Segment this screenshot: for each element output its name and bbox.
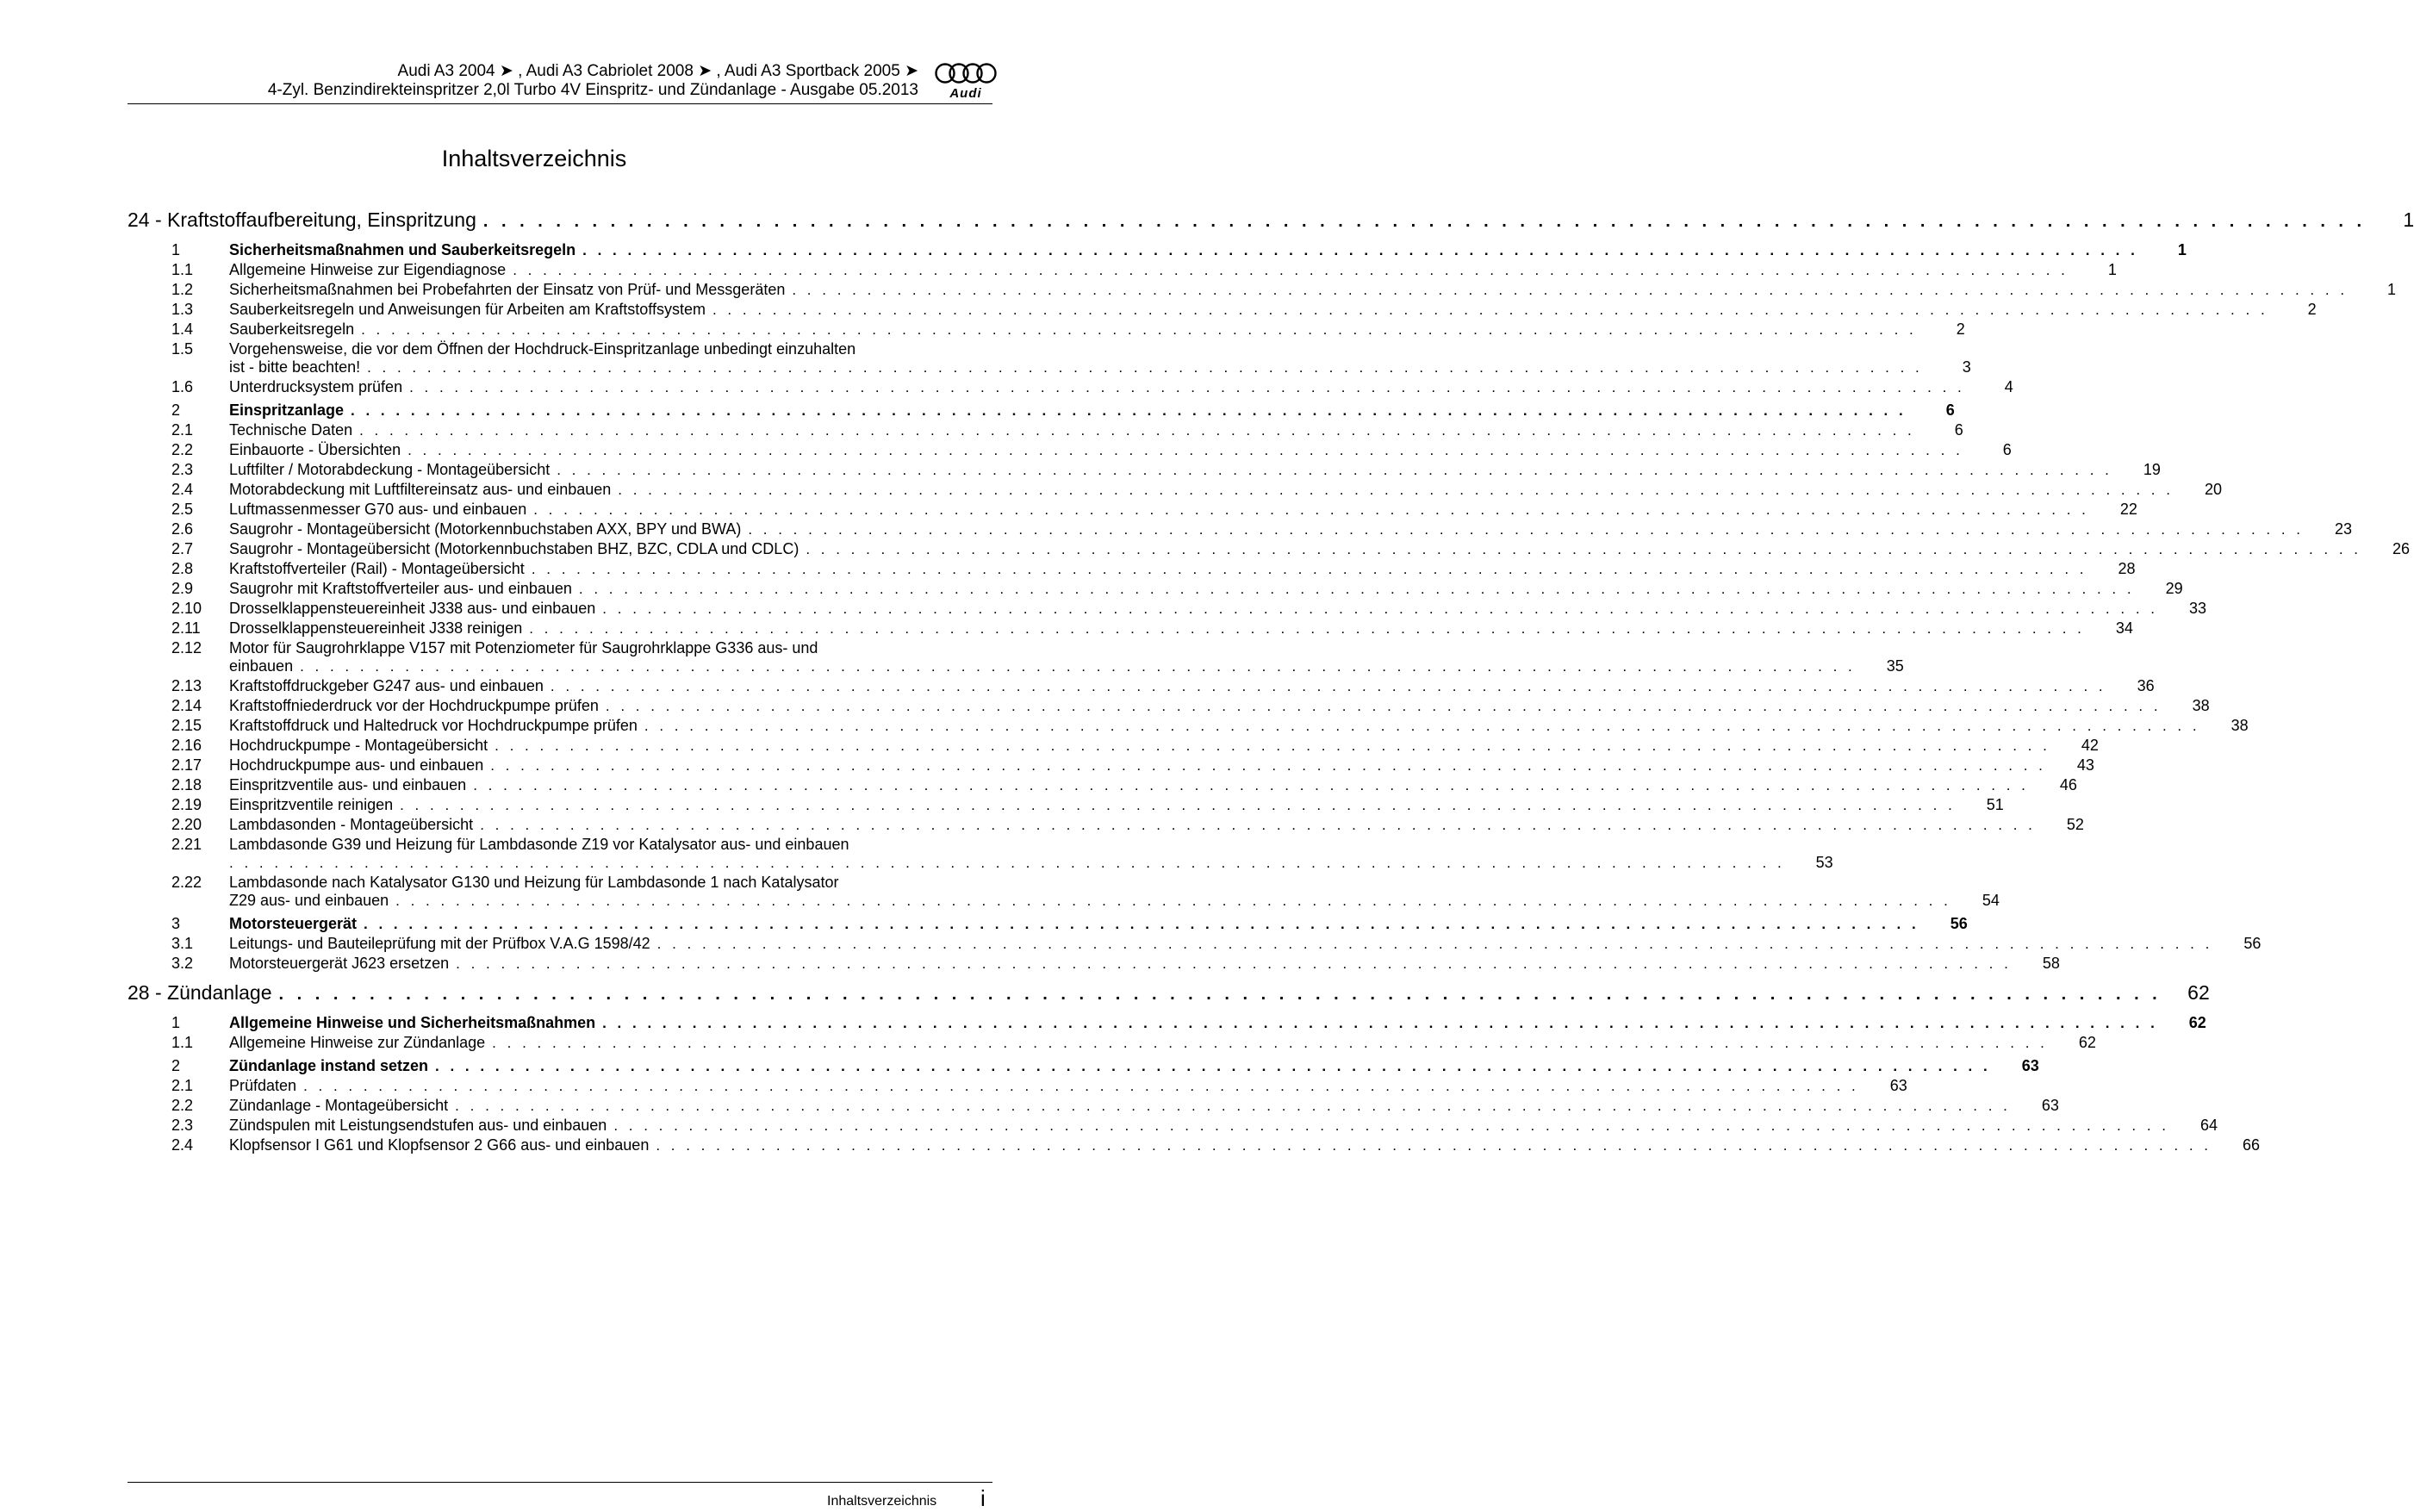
toc-subsection-link[interactable] [171, 816, 2084, 834]
dot-leader [532, 560, 2093, 578]
subsection-title: Sauberkeitsregeln [229, 320, 355, 338]
dot-leader [229, 854, 1790, 872]
dot-leader [557, 461, 2118, 479]
dot-leader [480, 816, 2041, 834]
dot-leader [492, 1034, 2053, 1052]
subsection-number: 1.5 [171, 340, 194, 358]
subsection-number: 1.3 [171, 301, 194, 318]
toc-chapter [128, 981, 2261, 1154]
footer-page-number: i [980, 1485, 986, 1511]
dot-leader [300, 657, 1861, 675]
audi-rings-icon [934, 62, 998, 84]
toc-subsection-link[interactable] [171, 756, 2094, 775]
subsection-title: Unterdrucksystem prüfen [229, 378, 403, 395]
subsection-page-number: 63 [2041, 1097, 2059, 1114]
subsection-page-number: 35 [1886, 657, 1904, 675]
dot-leader [748, 520, 2309, 538]
subsection-page-number: 2 [2307, 301, 2317, 318]
section-page-number: 56 [1950, 915, 1968, 932]
toc-subsection-link[interactable] [171, 677, 2155, 695]
subsection-title: Saugrohr mit Kraftstoffverteiler aus- und einbauen [229, 580, 572, 597]
section-title: Allgemeine Hinweise und Sicherheitsmaßnahmen [229, 1014, 596, 1031]
toc-subsection-link[interactable] [171, 776, 2077, 794]
header-models: Audi A3 2004 ➤ , Audi A3 Cabriolet 2008 ➤ , Audi A3 Sportback 2005 ➤ [397, 62, 918, 80]
subsection-title: Sauberkeitsregeln und Anweisungen für Arbeiten am Kraftstoffsystem [229, 301, 706, 318]
subsection-page-number: 66 [2243, 1136, 2261, 1154]
toc-subsection-link[interactable] [171, 441, 2012, 459]
subsection-page-number: 64 [2199, 1117, 2218, 1134]
toc-subsection-link[interactable] [171, 796, 2004, 814]
subsection-page-number: 22 [2119, 501, 2137, 518]
subsection-number: 2.12 [171, 639, 202, 656]
subsection-number: 2.21 [171, 836, 202, 853]
subsection-page-number: 28 [2118, 560, 2136, 577]
toc-section-link[interactable] [171, 241, 2187, 259]
section-page-number: 6 [1945, 401, 1955, 419]
dot-leader [613, 1117, 2174, 1135]
dot-leader [602, 1014, 2163, 1032]
subsection-page-number: 1 [2387, 281, 2397, 298]
subsection-page-number: 53 [1815, 854, 1833, 871]
subsection-title-block [229, 874, 2000, 910]
section-title: Sicherheitsmaßnahmen und Sauberkeitsregeln [229, 241, 576, 258]
subsection-page-number: 43 [2076, 756, 2094, 774]
subsection-number: 2.20 [171, 816, 202, 833]
toc-subsection-link[interactable] [171, 836, 1833, 872]
subsection-number: 2.2 [171, 441, 194, 458]
dot-leader [495, 737, 2056, 755]
dot-leader [602, 600, 2163, 618]
subsection-number: 2.11 [171, 619, 201, 637]
toc-subsection-link[interactable] [171, 378, 2013, 396]
subsection-title: Lambdasonden - Montageübersicht [229, 816, 474, 833]
subsection-page-number: 38 [2192, 697, 2210, 714]
subsection-number: 2.17 [171, 756, 202, 774]
chapter-page-number: 1 [2403, 208, 2414, 231]
subsection-number: 3.1 [171, 935, 194, 952]
dot-leader [712, 301, 2274, 319]
subsection-title: Sicherheitsmaßnahmen bei Probefahrten der Einsatz von Prüf- und Messgeräten [229, 281, 786, 298]
subsection-number: 2.1 [171, 421, 194, 439]
page-title: Inhaltsverzeichnis [441, 146, 627, 171]
subsection-number: 2.4 [171, 481, 194, 498]
subsection-title: Zündspulen mit Leistungsendstufen aus- und einbauen [229, 1117, 607, 1134]
dot-leader [657, 935, 2218, 953]
subsection-number: 2.3 [171, 461, 194, 478]
chapter-spacer [128, 973, 992, 981]
toc-subsection-link[interactable] [171, 737, 2099, 755]
toc-section-link[interactable] [171, 401, 1955, 420]
subsection-title: Kraftstoffverteiler (Rail) - Montageübersicht [229, 560, 525, 577]
subsection-page-number: 58 [2042, 955, 2060, 972]
subsection-title: Kraftstoffdruck und Haltedruck vor Hochdruckpumpe prüfen [229, 717, 638, 734]
subsection-title: Technische Daten [229, 421, 353, 439]
subsection-title-line2: ist - bitte beachten! [229, 358, 361, 376]
toc-subsection-link[interactable] [171, 935, 2262, 953]
subsection-number: 2.15 [171, 717, 202, 734]
subsection-title: Einspritzventile reinigen [229, 796, 394, 813]
subsection-page-number: 2 [1956, 320, 1965, 338]
toc-subsection-link[interactable] [171, 281, 2397, 299]
section-number: 2 [171, 401, 181, 419]
dot-leader [367, 358, 1928, 376]
subsection-page-number: 62 [2078, 1034, 2096, 1051]
subsection-page-number: 36 [2137, 677, 2155, 694]
subsection-page-number: 19 [2143, 461, 2161, 478]
subsection-title: Kraftstoffniederdruck vor der Hochdruckpumpe prüfen [229, 697, 599, 714]
subsection-title: Lambdasonde nach Katalysator G130 und Heizung für Lambdasonde 1 nach Katalysator [229, 874, 839, 891]
page-header [128, 62, 918, 100]
table-of-contents [128, 208, 2414, 1154]
subsection-page-number: 3 [1962, 358, 1971, 376]
toc-subsection-link[interactable] [171, 461, 2161, 479]
subsection-title-line2: einbauen [229, 657, 294, 675]
dot-leader [792, 281, 2353, 299]
subsection-title: Luftmassenmesser G70 aus- und einbauen [229, 501, 527, 518]
section-title: Einspritzanlage [229, 401, 345, 419]
subsection-number: 2.6 [171, 520, 194, 538]
toc-subsection-link[interactable] [171, 1077, 1907, 1095]
subsection-title: Saugrohr - Montageübersicht (Motorkennbuchstaben AXX, BPY und BWA) [229, 520, 742, 538]
dot-leader [533, 501, 2094, 519]
dot-leader [483, 212, 2371, 232]
subsection-number: 1.2 [171, 281, 194, 298]
footer-label: Inhaltsverzeichnis [827, 1494, 937, 1509]
dot-leader [359, 421, 1920, 439]
dot-leader [644, 717, 2206, 735]
subsection-number: 2.2 [171, 1097, 194, 1114]
footer-rule [128, 1482, 992, 1483]
subsection-number: 2.16 [171, 737, 202, 754]
subsection-title: Einspritzventile aus- und einbauen [229, 776, 467, 793]
subsection-page-number: 63 [1889, 1077, 1907, 1094]
subsection-title: Klopfsensor I G61 und Klopfsensor 2 G66 aus- und einbauen [229, 1136, 650, 1154]
header-rule [128, 103, 992, 104]
dot-leader [361, 320, 1922, 339]
subsection-page-number: 6 [1954, 421, 1963, 439]
toc-section-link[interactable] [171, 915, 1968, 933]
dot-leader [579, 580, 2140, 598]
subsection-number: 1.6 [171, 378, 194, 395]
toc-subsection-link[interactable] [171, 261, 2117, 279]
dot-leader [435, 1057, 1996, 1075]
subsection-title: Saugrohr - Montageübersicht (Motorkennbuchstaben BHZ, BZC, CDLA und CDLC) [229, 540, 799, 557]
dot-leader [513, 261, 2074, 279]
subsection-page-number: 34 [2115, 619, 2133, 637]
section-title: Motorsteuergerät [229, 915, 358, 932]
dot-leader [806, 540, 2367, 558]
toc-subsection-link[interactable] [171, 580, 2183, 598]
subsection-page-number: 42 [2081, 737, 2099, 754]
subsection-title: Kraftstoffdruckgeber G247 aus- und einbauen [229, 677, 544, 694]
subsection-number: 2.22 [171, 874, 202, 891]
dot-leader [606, 697, 2167, 715]
toc-subsection-link[interactable] [171, 520, 2353, 538]
section-number: 3 [171, 915, 181, 932]
dot-leader [529, 619, 2090, 638]
toc-subsection-link[interactable] [171, 717, 2249, 735]
subsection-title: Einbauorte - Übersichten [229, 441, 401, 458]
subsection-page-number: 38 [2230, 717, 2249, 734]
subsection-title: Allgemeine Hinweise zur Eigendiagnose [229, 261, 507, 278]
dot-leader [551, 677, 2112, 695]
subsection-number: 2.18 [171, 776, 202, 793]
toc-subsection-link[interactable] [171, 560, 2136, 578]
section-number: 2 [171, 1057, 181, 1074]
subsection-page-number: 51 [1986, 796, 2004, 813]
toc-section-link[interactable] [171, 1057, 2039, 1075]
dot-leader [400, 796, 1961, 814]
chapter-title: 24 - Kraftstoffaufbereitung, Einspritzung [128, 208, 476, 231]
dot-leader [455, 1097, 2016, 1115]
subsection-title-continuation [229, 358, 1971, 376]
dot-leader [456, 955, 2017, 973]
subsection-title: Hochdruckpumpe - Montageübersicht [229, 737, 488, 754]
dot-leader [351, 401, 1912, 420]
toc-chapter [128, 208, 2414, 973]
subsection-page-number: 26 [2392, 540, 2411, 557]
subsection-number: 2.19 [171, 796, 202, 813]
subsection-title: Zündanlage - Montageübersicht [229, 1097, 449, 1114]
section-number: 1 [171, 1014, 181, 1031]
subsection-number: 2.10 [171, 600, 202, 617]
dot-leader [303, 1077, 1864, 1095]
subsection-number: 2.9 [171, 580, 194, 597]
subsection-title-block [229, 836, 1833, 872]
toc-subsection-link[interactable] [171, 340, 1971, 376]
subsection-number: 2.14 [171, 697, 202, 714]
toc-subsection-link[interactable] [171, 320, 1965, 339]
subsection-number: 1.1 [171, 261, 194, 278]
dot-leader [490, 756, 2051, 775]
subsection-page-number: 20 [2204, 481, 2222, 498]
toc-subsection-link[interactable] [171, 1136, 2261, 1154]
toc-subsection-link[interactable] [171, 639, 1904, 675]
subsection-title: Motorabdeckung mit Luftfiltereinsatz aus- und einbauen [229, 481, 612, 498]
dot-leader [395, 892, 1957, 910]
toc-subsection-link[interactable] [171, 955, 2060, 973]
subsection-title-continuation [229, 892, 2000, 910]
toc-subsection-link[interactable] [171, 874, 2000, 910]
section-page-number: 63 [2021, 1057, 2039, 1074]
dot-leader [409, 378, 1970, 396]
toc-subsection-link[interactable] [171, 301, 2317, 319]
subsection-page-number: 6 [2002, 441, 2012, 458]
chapter-page-number: 62 [2187, 981, 2210, 1004]
dot-leader [618, 481, 2179, 499]
subsection-title: Prüfdaten [229, 1077, 297, 1094]
subsection-title: Hochdruckpumpe aus- und einbauen [229, 756, 484, 774]
subsection-title: Motor für Saugrohrklappe V157 mit Potenziometer für Saugrohrklappe G336 aus- und [229, 639, 818, 656]
subsection-title: Allgemeine Hinweise zur Zündanlage [229, 1034, 486, 1051]
toc-subsection-link[interactable] [171, 1034, 2096, 1052]
subsection-page-number: 23 [2335, 520, 2353, 538]
subsection-page-number: 33 [2188, 600, 2206, 617]
subsection-page-number: 4 [2004, 378, 2013, 395]
subsection-page-number: 1 [2107, 261, 2117, 278]
subsection-number: 2.8 [171, 560, 194, 577]
subsection-page-number: 29 [2165, 580, 2183, 597]
dot-leader [473, 776, 2034, 794]
subsection-page-number: 46 [2059, 776, 2077, 793]
subsection-number: 2.7 [171, 540, 194, 557]
subsection-number: 2.5 [171, 501, 194, 518]
subsection-number: 1.4 [171, 320, 194, 338]
toc-subsection-link[interactable] [171, 1117, 2218, 1135]
toc-subsection-link[interactable] [171, 697, 2210, 715]
dot-leader [408, 441, 1969, 459]
chapter-title: 28 - Zündanlage [128, 981, 272, 1004]
toc-subsection-link[interactable] [171, 421, 1963, 439]
subsection-page-number: 56 [2243, 935, 2262, 952]
toc-subsection-link[interactable] [171, 481, 2222, 499]
subsection-title: Leitungs- und Bauteileprüfung mit der Prüfbox V.A.G 1598/42 [229, 935, 650, 952]
section-number: 1 [171, 241, 181, 258]
toc-chapter-link[interactable] [128, 981, 2210, 1009]
subsection-title-continuation [229, 657, 1904, 675]
toc-chapter-link[interactable] [128, 208, 2414, 236]
section-page-number: 62 [2188, 1014, 2206, 1031]
subsection-title: Drosselklappensteuereinheit J338 reinigen [229, 619, 523, 637]
dot-leader [656, 1136, 2217, 1154]
dot-leader [364, 915, 1925, 933]
subsection-page-number: 54 [1982, 892, 2000, 909]
subsection-title-continuation [229, 854, 1833, 872]
section-page-number: 1 [2177, 241, 2187, 258]
subsection-number: 3.2 [171, 955, 194, 972]
audi-logo [934, 62, 998, 102]
toc-subsection-link[interactable] [171, 600, 2206, 618]
section-title: Zündanlage instand setzen [229, 1057, 429, 1074]
subsection-number: 2.4 [171, 1136, 194, 1154]
subsection-title-line2: Z29 aus- und einbauen [229, 892, 389, 909]
toc-section-link[interactable] [171, 1014, 2206, 1032]
subsection-title: Luftfilter / Motorabdeckung - Montageübersicht [229, 461, 551, 478]
subsection-title: Vorgehensweise, die vor dem Öffnen der Hochdruck-Einspritzanlage unbedingt einzuhalten [229, 340, 856, 358]
dot-leader [279, 985, 2167, 1005]
toc-subsection-link[interactable] [171, 540, 2411, 558]
subsection-title: Drosselklappensteuereinheit J338 aus- und einbauen [229, 600, 596, 617]
toc-subsection-link[interactable] [171, 501, 2137, 519]
subsection-number: 2.1 [171, 1077, 194, 1094]
subsection-title-block [229, 639, 1904, 675]
subsection-title-block [229, 340, 1971, 376]
subsection-number: 2.3 [171, 1117, 194, 1134]
dot-leader [582, 241, 2143, 259]
subsection-page-number: 52 [2066, 816, 2084, 833]
subsection-number: 1.1 [171, 1034, 194, 1051]
toc-subsection-link[interactable] [171, 619, 2133, 638]
subsection-title: Lambdasonde G39 und Heizung für Lambdasonde Z19 vor Katalysator aus- und einbauen [229, 836, 849, 853]
header-subtitle: 4-Zyl. Benzindirekteinspritzer 2,0l Turbo 4V Einspritz- und Zündanlage - Ausgabe 05.2013 [267, 81, 918, 99]
toc-subsection-link[interactable] [171, 1097, 2059, 1115]
subsection-title: Motorsteuergerät J623 ersetzen [229, 955, 450, 972]
subsection-number: 2.13 [171, 677, 202, 694]
audi-logo-text: Audi [949, 86, 982, 101]
